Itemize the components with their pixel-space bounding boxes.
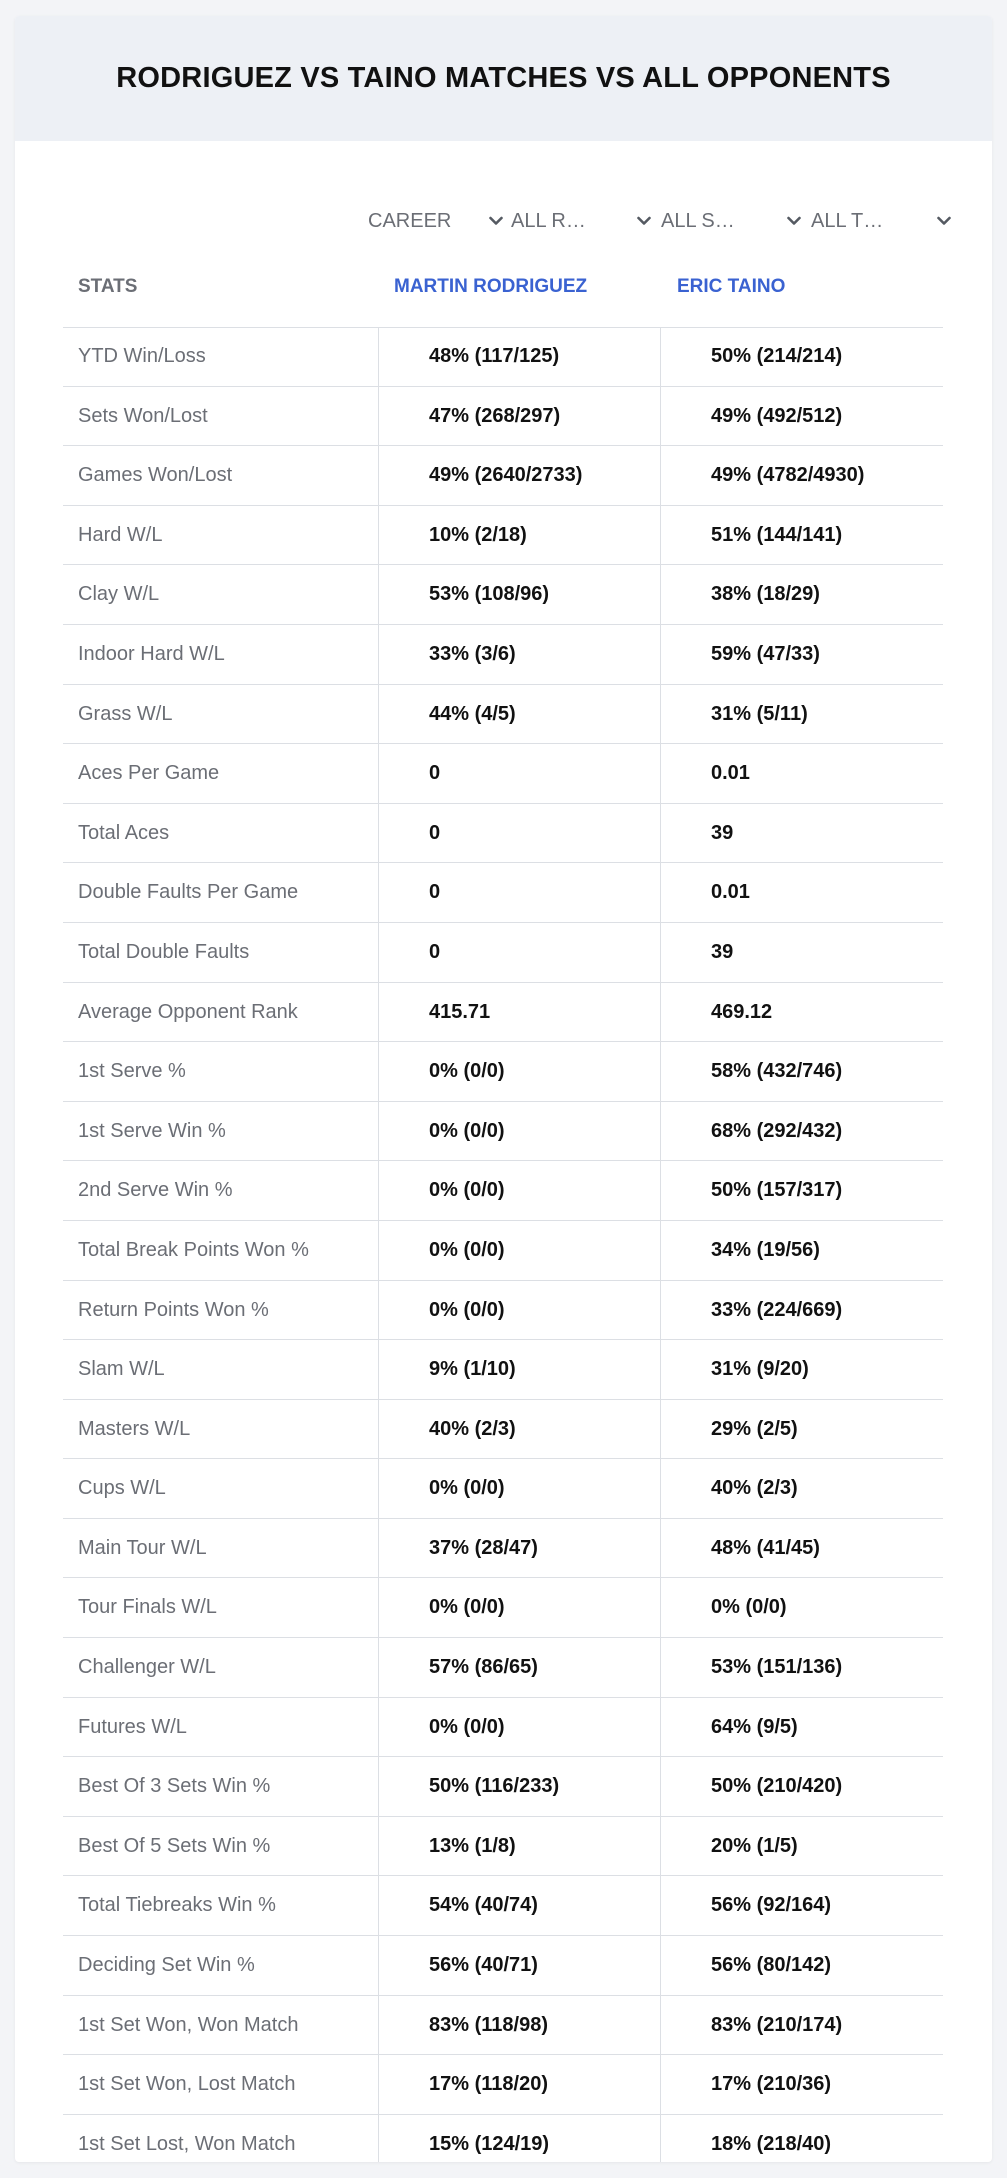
player2-value: 64% (9/5) [660,1698,943,1757]
chevron-down-icon [934,211,954,231]
player2-value: 58% (432/746) [660,1042,943,1101]
player2-value: 29% (2/5) [660,1400,943,1459]
stat-label: Total Tiebreaks Win % [78,1894,276,1917]
table-row [63,983,943,1043]
filter-period-select[interactable] [368,191,506,251]
table-row [63,1102,943,1162]
filter-tournament-label: ALL T… [811,209,884,232]
player1-value: 33% (3/6) [378,625,660,684]
table-row [63,1698,943,1758]
player1-value: 0% (0/0) [378,1161,660,1220]
player2-value: 0% (0/0) [660,1578,943,1637]
player2-value: 31% (9/20) [660,1340,943,1399]
stat-label: Total Aces [78,821,170,844]
player1-value: 47% (268/297) [378,387,660,446]
player2-value: 34% (19/56) [660,1221,943,1280]
stat-label: Grass W/L [78,702,173,725]
player2-value: 20% (1/5) [660,1817,943,1876]
table-row [63,1996,943,2056]
player2-value: 48% (41/45) [660,1519,943,1578]
player1-value: 53% (108/96) [378,565,660,624]
table-row [63,1400,943,1460]
stat-label: Slam W/L [78,1358,165,1381]
player1-value: 0% (0/0) [378,1698,660,1757]
player2-value: 17% (210/36) [660,2055,943,2114]
player2-value: 40% (2/3) [660,1459,943,1518]
player2-value: 59% (47/33) [660,625,943,684]
stat-label: Challenger W/L [78,1656,216,1679]
stat-label: Average Opponent Rank [78,1000,298,1023]
table-row [63,923,943,983]
player1-value: 0 [378,744,660,803]
stat-label: Return Points Won % [78,1298,269,1321]
chevron-down-icon [784,211,804,231]
stat-label: Total Break Points Won % [78,1238,309,1261]
player2-value: 39 [660,804,943,863]
stat-label: Hard W/L [78,523,163,546]
table-row [63,1042,943,1102]
filter-surface-label: ALL S… [661,209,735,232]
player1-value: 0% (0/0) [378,1042,660,1101]
player1-value: 10% (2/18) [378,506,660,565]
filter-bar [15,191,992,251]
player2-value: 56% (92/164) [660,1876,943,1935]
player1-value: 17% (118/20) [378,2055,660,2114]
filter-tournament-select[interactable] [811,191,954,251]
stat-label: Total Double Faults [78,940,250,963]
player1-value: 13% (1/8) [378,1817,660,1876]
table-row [63,1519,943,1579]
player1-value: 0% (0/0) [378,1459,660,1518]
player2-value: 49% (492/512) [660,387,943,446]
stats-table-header [63,261,943,328]
table-row [63,1757,943,1817]
player2-value: 50% (210/420) [660,1757,943,1816]
player1-value: 0% (0/0) [378,1281,660,1340]
table-row [63,625,943,685]
player1-value: 48% (117/125) [378,327,660,386]
player1-value: 9% (1/10) [378,1340,660,1399]
table-row [63,2115,943,2162]
stat-label: Best Of 5 Sets Win % [78,1834,271,1857]
player1-value: 0 [378,804,660,863]
filter-period-label: CAREER [368,209,452,232]
stats-table-body [63,327,943,2162]
chevron-down-icon [634,211,654,231]
player1-value: 54% (40/74) [378,1876,660,1935]
table-row [63,2055,943,2115]
player1-value: 0% (0/0) [378,1102,660,1161]
stat-label: YTD Win/Loss [78,345,206,367]
player1-value: 0 [378,863,660,922]
player1-value: 0% (0/0) [378,1578,660,1637]
stat-label: Indoor Hard W/L [78,642,225,665]
table-row [63,1936,943,1996]
table-row [63,685,943,745]
player1-value: 0 [378,923,660,982]
table-row [63,327,943,387]
player2-value: 39 [660,923,943,982]
player1-value: 56% (40/71) [378,1936,660,1995]
stat-label: Masters W/L [78,1417,191,1440]
chevron-down-icon [486,211,506,231]
player2-value: 0.01 [660,744,943,803]
player2-value: 31% (5/11) [660,685,943,744]
table-row [63,863,943,923]
table-row [63,804,943,864]
player2-value: 53% (151/136) [660,1638,943,1697]
stat-label: Futures W/L [78,1715,187,1738]
filter-round-label: ALL R… [511,209,586,232]
table-row [63,1578,943,1638]
filter-round-select[interactable] [511,191,654,251]
player2-value: 50% (214/214) [660,327,943,386]
player2-value: 51% (144/141) [660,506,943,565]
stat-label: Cups W/L [78,1477,166,1500]
stat-label: 1st Set Lost, Won Match [78,2132,296,2155]
player1-value: 83% (118/98) [378,1996,660,2055]
table-row [63,1161,943,1221]
table-row [63,387,943,447]
stat-label: Games Won/Lost [78,464,233,487]
stat-label: 1st Serve % [78,1060,186,1083]
player2-link[interactable]: ERIC TAINO [677,276,786,297]
player2-value: 469.12 [660,983,943,1042]
table-row [63,1817,943,1877]
player1-value: 15% (124/19) [378,2115,660,2162]
stat-label: Main Tour W/L [78,1536,207,1559]
player1-value: 57% (86/65) [378,1638,660,1697]
player1-value: 49% (2640/2733) [378,446,660,505]
stat-label: Double Faults Per Game [78,881,299,904]
stat-label: Clay W/L [78,583,160,606]
table-row [63,1876,943,1936]
table-row [63,446,943,506]
stat-label: 2nd Serve Win % [78,1179,233,1202]
table-row [63,1459,943,1519]
filter-surface-select[interactable] [661,191,804,251]
stat-label: 1st Set Won, Lost Match [78,2073,296,2096]
stat-label: 1st Set Won, Won Match [78,2013,299,2036]
table-row [63,1340,943,1400]
card-header [15,16,992,141]
stat-label: Sets Won/Lost [78,404,208,427]
player2-value: 33% (224/669) [660,1281,943,1340]
table-row [63,744,943,804]
stat-label: Aces Per Game [78,762,220,785]
player1-value: 37% (28/47) [378,1519,660,1578]
page-title: RODRIGUEZ VS TAINO MATCHES VS ALL OPPONENTS [116,62,891,94]
player1-value: 415.71 [378,983,660,1042]
table-row [63,1281,943,1341]
player2-value: 0.01 [660,863,943,922]
stats-card [15,16,992,2162]
player1-value: 0% (0/0) [378,1221,660,1280]
stat-label: Best Of 3 Sets Win % [78,1775,271,1798]
player1-value: 40% (2/3) [378,1400,660,1459]
player2-value: 68% (292/432) [660,1102,943,1161]
player1-link[interactable]: MARTIN RODRIGUEZ [394,276,588,297]
table-row [63,565,943,625]
table-row [63,1221,943,1281]
stat-label: 1st Serve Win % [78,1119,226,1142]
player1-value: 50% (116/233) [378,1757,660,1816]
stats-column-header: STATS [78,276,138,297]
player2-value: 49% (4782/4930) [660,446,943,505]
player2-value: 50% (157/317) [660,1161,943,1220]
stat-label: Tour Finals W/L [78,1596,217,1619]
player2-value: 38% (18/29) [660,565,943,624]
table-row [63,506,943,566]
table-row [63,1638,943,1698]
player2-value: 56% (80/142) [660,1936,943,1995]
player1-value: 44% (4/5) [378,685,660,744]
player2-value: 83% (210/174) [660,1996,943,2055]
stat-label: Deciding Set Win % [78,1954,255,1977]
player2-value: 18% (218/40) [660,2115,943,2162]
